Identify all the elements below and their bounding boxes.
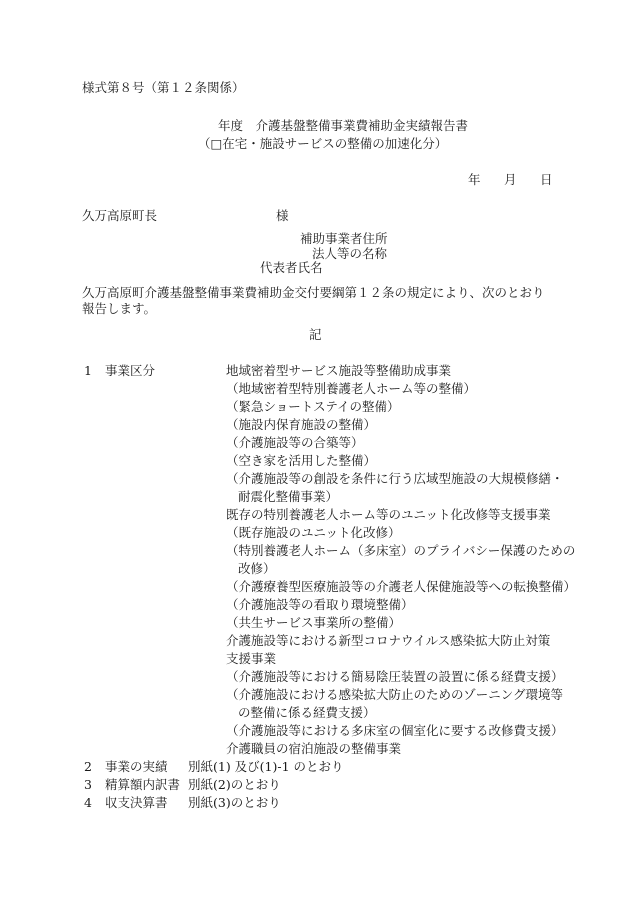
category-line: （介護施設等の合築等）	[226, 435, 364, 450]
category-line: （介護施設等の看取り環境整備）	[226, 597, 414, 612]
document-subtitle: （□在宅・施設サービスの整備の加速化分）	[198, 136, 448, 151]
category-line: の整備に係る経費支援）	[238, 705, 376, 720]
applicant-address-label: 補助事業者住所	[300, 231, 388, 246]
category-line: （空き家を活用した整備）	[226, 453, 377, 468]
category-line: 耐震化整備事業）	[238, 489, 339, 504]
category-line: 介護職員の宿泊施設の整備事業	[226, 741, 402, 756]
applicant-corp-name-label: 法人等の名称	[312, 246, 388, 261]
category-line: 地域密着型サービス施設等整備助成事業	[226, 363, 452, 378]
item-label: 精算額内訳書	[105, 777, 181, 792]
category-line: （施設内保育施設の整備）	[226, 417, 377, 432]
category-line: （介護施設における感染拡大防止のためのゾーニング環境等	[226, 687, 564, 702]
date-month: 月	[504, 172, 517, 187]
item-label: 事業区分	[105, 363, 156, 378]
item-label: 事業の実績	[105, 759, 168, 774]
category-line: 介護施設等における新型コロナウイルス感染拡大防止対策	[226, 633, 551, 648]
date-year: 年	[468, 172, 481, 187]
category-line: （既存施設のユニット化改修）	[226, 525, 401, 540]
category-line: （介護療養型医療施設等の介護老人保健施設等への転換整備）	[226, 579, 577, 594]
ki-label: 記	[309, 327, 322, 342]
item-label: 収支決算書	[105, 795, 168, 810]
category-line: （特別養護老人ホーム（多床室）のプライバシー保護のための	[226, 543, 576, 558]
item-number: 4	[84, 795, 92, 810]
category-line: （緊急ショートステイの整備）	[226, 399, 400, 414]
item-value: 別紙(3)のとおり	[188, 795, 281, 810]
document-title: 年度 介護基盤整備事業費補助金実績報告書	[218, 118, 469, 133]
honorific: 様	[276, 208, 289, 223]
item-number: 2	[84, 759, 92, 774]
category-line: （介護施設等における簡易陰圧装置の設置に係る経費支援）	[226, 669, 564, 684]
category-line: （地域密着型特別養護老人ホーム等の整備）	[226, 381, 477, 396]
category-line: （共生サービス事業所の整備）	[226, 615, 402, 630]
item-number: 1	[84, 363, 92, 378]
form-number: 様式第８号（第１２条関係）	[82, 80, 245, 95]
category-line: 改修）	[238, 561, 276, 576]
item-number: 3	[84, 777, 92, 792]
category-line: （介護施設等の創設を条件に行う広域型施設の大規模修繕・	[226, 471, 564, 486]
body-text: 久万高原町介護基盤整備事業費補助金交付要綱第１２条の規定により、次のとおり報告します。	[82, 285, 545, 316]
category-line: （介護施設等における多床室の個室化に要する改修費支援）	[226, 723, 564, 738]
addressee: 久万高原町長	[82, 208, 158, 223]
category-line: 支援事業	[226, 651, 277, 666]
date-day: 日	[540, 172, 553, 187]
applicant-rep-name-label: 代表者氏名	[260, 260, 323, 275]
item-value: 別紙(1) 及び(1)-1 のとおり	[188, 759, 344, 774]
item-value: 別紙(2)のとおり	[188, 777, 281, 792]
category-line: 既存の特別養護老人ホーム等のユニット化改修等支援事業	[226, 507, 551, 522]
